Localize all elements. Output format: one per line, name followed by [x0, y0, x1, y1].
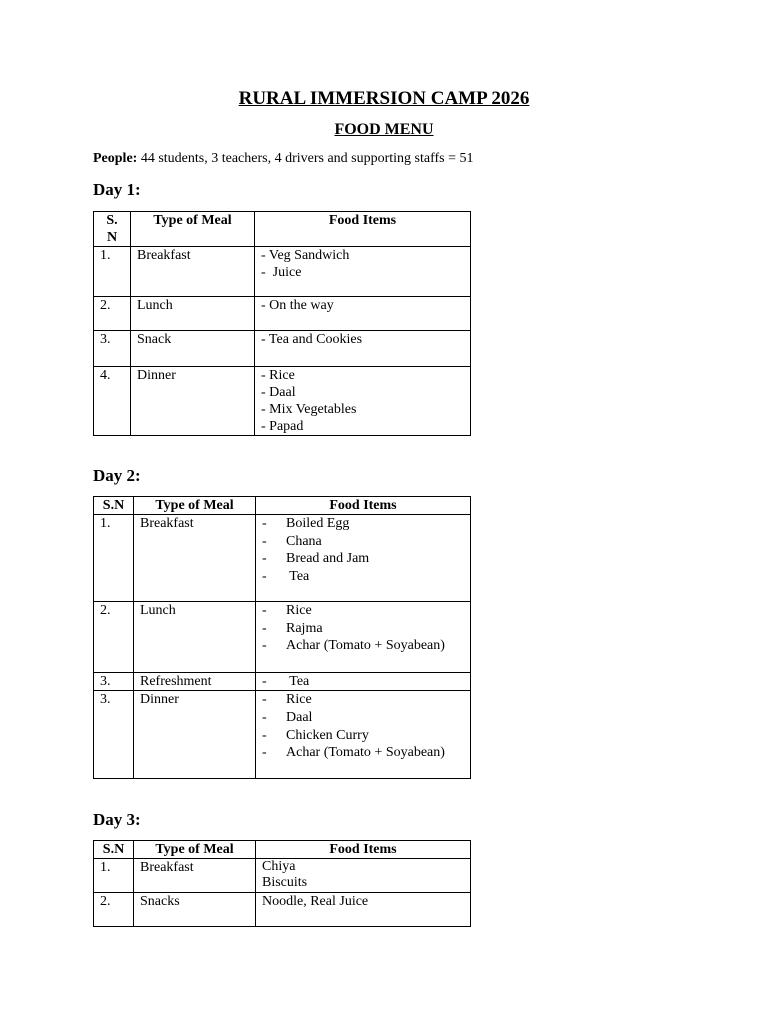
day-2-heading: Day 2:: [93, 466, 141, 485]
food-item: - Achar (Tomato + Soyabean): [262, 745, 445, 761]
food-item: - Tea: [262, 568, 310, 584]
sn-header: S.N: [94, 841, 134, 859]
table-row: [94, 691, 471, 779]
day-3-table: [93, 840, 471, 927]
food-item: - Veg Sandwich: [261, 248, 350, 263]
food-item: - Rice: [262, 603, 312, 618]
food-item: - Tea: [262, 674, 310, 689]
meal-cell: Lunch: [131, 297, 255, 331]
sn-cell: 2.: [94, 602, 134, 673]
food-cell: [256, 893, 471, 927]
food-item: - Juice: [261, 265, 302, 280]
food-cell: [256, 602, 471, 673]
table-row: [94, 859, 471, 893]
table-row: [94, 247, 471, 297]
food-item: - Papad: [261, 419, 304, 434]
meal-cell: Refreshment: [134, 673, 256, 691]
table-row: [94, 331, 471, 367]
food-item: Noodle, Real Juice: [262, 894, 369, 909]
day-3-heading: Day 3:: [93, 810, 141, 829]
sn-cell: 3.: [94, 331, 131, 367]
food-cell: [256, 859, 471, 893]
people-label: People:: [93, 151, 138, 166]
meal-cell: Snack: [131, 331, 255, 367]
food-item: - Rice: [261, 368, 295, 383]
people-summary: [93, 151, 474, 167]
food-cell: [256, 673, 471, 691]
food-item: - Bread and Jam: [262, 551, 370, 566]
food-item: - Boiled Egg: [262, 516, 350, 531]
type-of-meal-header: Type of Meal: [134, 841, 256, 859]
meal-cell: Dinner: [131, 367, 255, 436]
food-item: - Achar (Tomato + Soyabean): [262, 638, 445, 653]
food-cell: [255, 331, 471, 367]
day-2-table: [93, 496, 471, 779]
sn-cell: 1.: [94, 515, 134, 602]
food-items-header: Food Items: [255, 212, 471, 247]
food-item: - Daal: [262, 709, 313, 725]
table-row: [94, 367, 471, 436]
food-cell: [255, 367, 471, 436]
sn-cell: 3.: [94, 673, 134, 691]
food-item: - Tea and Cookies: [261, 332, 363, 347]
day-1-table: [93, 211, 471, 436]
table-header-row: [94, 497, 471, 515]
type-of-meal-header: Type of Meal: [134, 497, 256, 515]
document-subtitle: FOOD MENU: [334, 121, 434, 138]
sn-cell: 4.: [94, 367, 131, 436]
sn-cell: 1.: [94, 247, 131, 297]
meal-cell: Breakfast: [134, 515, 256, 602]
table-header-row: [94, 212, 471, 247]
type-of-meal-header: Type of Meal: [131, 212, 255, 247]
table-row: [94, 673, 471, 691]
food-item: - Daal: [261, 385, 296, 400]
food-item: - Chicken Curry: [262, 727, 369, 743]
meal-cell: Lunch: [134, 602, 256, 673]
sn-cell: 1.: [94, 859, 134, 893]
sn-header: S.N: [94, 497, 134, 515]
table-row: [94, 602, 471, 673]
food-item: Chiya: [262, 859, 296, 874]
people-text: 44 students, 3 teachers, 4 drivers and supporting staffs = 51: [140, 151, 474, 166]
food-item: Biscuits: [262, 875, 308, 890]
sn-cell: 3.: [94, 691, 134, 779]
sn-cell: 2.: [94, 893, 134, 927]
food-cell: [256, 515, 471, 602]
food-items-header: Food Items: [256, 497, 471, 515]
meal-cell: Dinner: [134, 691, 256, 779]
food-item: - Chana: [262, 533, 322, 549]
table-row: [94, 893, 471, 927]
food-item: - Rajma: [262, 620, 323, 636]
sn-header: S. N: [94, 212, 131, 247]
food-cell: [255, 297, 471, 331]
day-1-heading: Day 1:: [93, 180, 141, 199]
food-items-header: Food Items: [256, 841, 471, 859]
food-cell: [256, 691, 471, 779]
table-header-row: [94, 841, 471, 859]
meal-cell: Snacks: [134, 893, 256, 927]
food-item: - On the way: [261, 298, 334, 313]
meal-cell: Breakfast: [134, 859, 256, 893]
document-title: RURAL IMMERSION CAMP 2026: [238, 88, 530, 109]
food-cell: [255, 247, 471, 297]
meal-cell: Breakfast: [131, 247, 255, 297]
food-item: - Rice: [262, 692, 312, 707]
sn-cell: 2.: [94, 297, 131, 331]
table-row: [94, 297, 471, 331]
table-row: [94, 515, 471, 602]
food-item: - Mix Vegetables: [261, 402, 357, 417]
